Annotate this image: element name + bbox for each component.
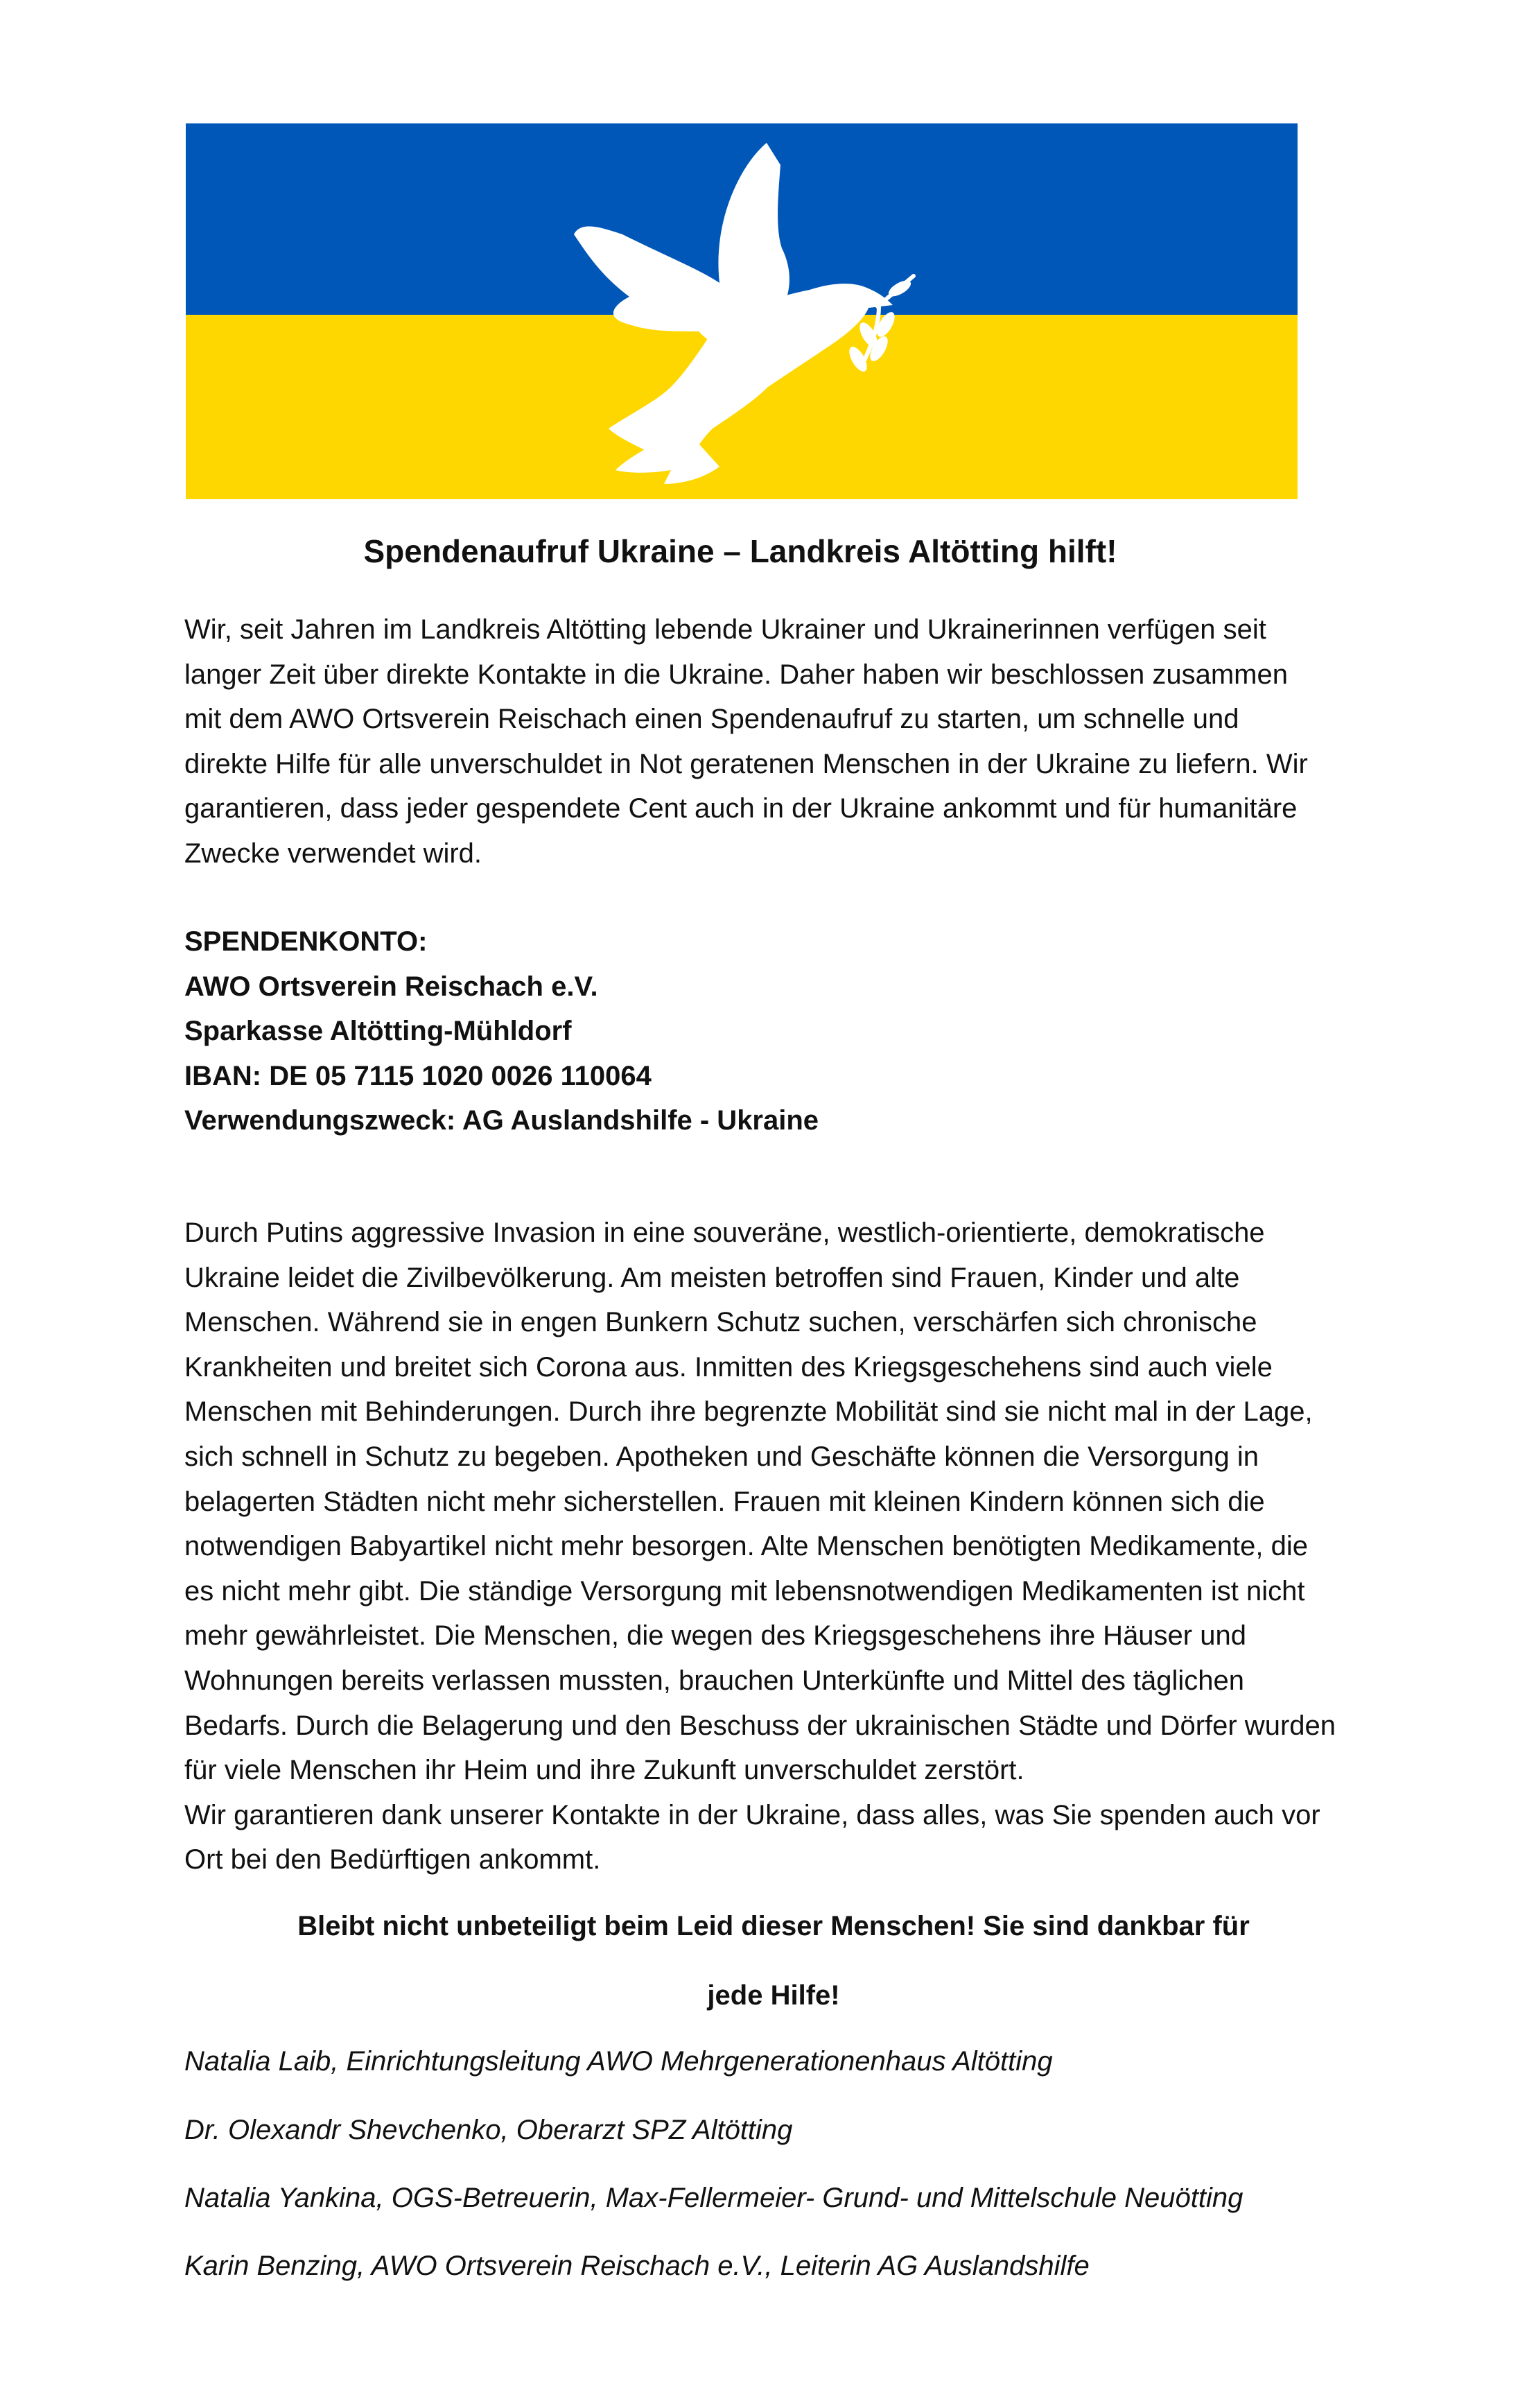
intro-line: Wir, seit Jahren im Landkreis Altötting lebende Ukrainer und Ukrainerinnen verfügen seit	[184, 614, 1266, 645]
body-line: Bedarfs. Durch die Belagerung und den Beschuss der ukrainischen Städte und Dörfer wurden	[184, 1710, 1336, 1741]
body-line: Wohnungen bereits verlassen mussten, brauchen Unterkünfte und Mittel des täglichen	[184, 1665, 1245, 1696]
body-line: es nicht mehr gibt. Die ständige Versorgung mit lebensnotwendigen Medikamenten ist nicht	[184, 1575, 1305, 1606]
appeal-line-2: jede Hilfe!	[707, 1980, 840, 2011]
intro-line: mit dem AWO Ortsverein Reischach einen Spendenaufruf zu starten, um schnelle und	[184, 704, 1239, 735]
ukraine-flag-image	[186, 123, 1298, 499]
intro-line: direkte Hilfe für alle unverschuldet in Not geratenen Menschen in der Ukraine zu liefern. Wir	[184, 748, 1308, 779]
account-bank: Sparkasse Altötting-Mühldorf	[184, 1016, 572, 1047]
account-heading: SPENDENKONTO:	[184, 926, 428, 957]
body-line: Menschen mit Behinderungen. Durch ihre begrenzte Mobilität sind sie nicht mal in der Lage,	[184, 1396, 1313, 1428]
signature-laib: Natalia Laib, Einrichtungsleitung AWO Mehrgenerationenhaus Altötting	[184, 2046, 1053, 2077]
signature-benzing: Karin Benzing, AWO Ortsverein Reischach e.V., Leiterin AG Auslandshilfe	[184, 2251, 1090, 2281]
body-line: Ukraine leidet die Zivilbevölkerung. Am meisten betroffen sind Frauen, Kinder und alte	[184, 1262, 1240, 1293]
intro-line: langer Zeit über direkte Kontakte in die Ukraine. Daher haben wir beschlossen zusammen	[184, 659, 1288, 690]
body-line: Menschen. Während sie in engen Bunkern Schutz suchen, verschärfen sich chronische	[184, 1307, 1257, 1338]
intro-line: Zwecke verwendet wird.	[184, 838, 482, 869]
body-line: Durch Putins aggressive Invasion in eine souveräne, westlich-orientierte, demokratische	[184, 1218, 1265, 1248]
account-purpose: Verwendungszweck: AG Auslandshilfe - Ukraine	[184, 1105, 819, 1136]
account-iban: IBAN: DE 05 7115 1020 0026 110064	[184, 1060, 652, 1091]
body-line: sich schnell in Schutz zu begeben. Apotheken und Geschäfte können die Versorgung in	[184, 1441, 1259, 1472]
guarantee-line: Ort bei den Bedürftigen ankommt.	[184, 1844, 601, 1876]
body-line: notwendigen Babyartikel nicht mehr besorgen. Alte Menschen benötigten Medikamente, die	[184, 1531, 1308, 1562]
guarantee-line: Wir garantieren dank unserer Kontakte in der Ukraine, dass alles, was Sie spenden auch vor	[184, 1799, 1320, 1830]
appeal-line-1: Bleibt nicht unbeteiligt beim Leid dieser Menschen! Sie sind dankbar für	[297, 1911, 1250, 1941]
body-paragraph	[184, 1211, 1377, 1882]
account-holder: AWO Ortsverein Reischach e.V.	[184, 971, 598, 1002]
page-title: Spendenaufruf Ukraine – Landkreis Altötting hilft!	[363, 533, 1117, 569]
body-line: mehr gewährleistet. Die Menschen, die wegen des Kriegsgeschehens ihre Häuser und	[184, 1620, 1246, 1652]
body-line: Krankheiten und breitet sich Corona aus. Inmitten des Kriegsgeschehens sind auch viele	[184, 1351, 1273, 1383]
dove-icon	[186, 123, 1298, 499]
signature-yankina: Natalia Yankina, OGS-Betreuerin, Max-Fellermeier- Grund- und Mittelschule Neuötting	[184, 2183, 1243, 2213]
donation-account-block	[184, 919, 819, 1143]
intro-paragraph	[184, 607, 1377, 876]
intro-line: garantieren, dass jeder gespendete Cent auch in der Ukraine ankommt und für humanitäre	[184, 793, 1298, 824]
signature-shevchenko: Dr. Olexandr Shevchenko, Oberarzt SPZ Altötting	[184, 2115, 793, 2145]
body-line: belagerten Städten nicht mehr sicherstellen. Frauen mit kleinen Kindern können sich die	[184, 1486, 1265, 1517]
body-line: für viele Menschen ihr Heim und ihre Zukunft unverschuldet zerstört.	[184, 1755, 1024, 1786]
